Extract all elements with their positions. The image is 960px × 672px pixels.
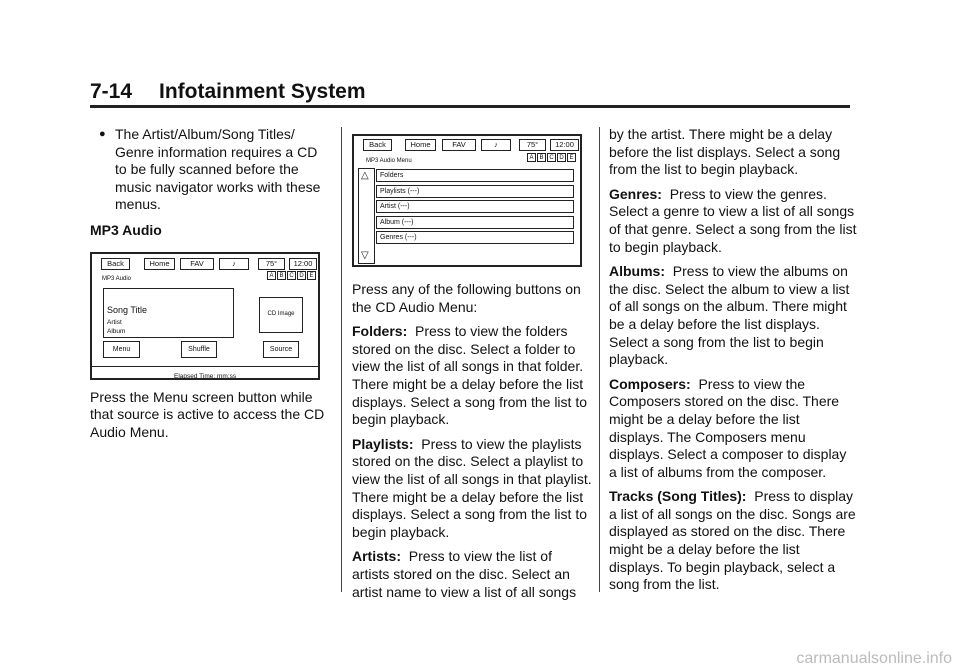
column-divider	[341, 127, 342, 592]
bullet-icon: ●	[99, 128, 106, 140]
menu-item-genres[interactable]: Genres (---)	[376, 231, 574, 244]
watermark: carmanualsonline.info	[796, 650, 952, 667]
song-title: Song Title	[107, 304, 148, 315]
fav-button[interactable]: FAV	[442, 139, 476, 151]
temperature-display: 75°	[258, 258, 285, 270]
column-3	[609, 126, 857, 601]
term-text: Press to view the genres. Select a genre to view a list of all songs of that genre. Select a song from the list to begin playback.	[609, 185, 857, 255]
menu-button[interactable]: Menu	[103, 341, 140, 358]
menu-item-album[interactable]: Album (---)	[376, 216, 574, 229]
cd-audio-menu-screen	[352, 134, 582, 267]
screen-label: MP3 Audio Menu	[366, 158, 412, 164]
bullet-item	[90, 126, 330, 214]
body-paragraph: Press the Menu screen button while that source is active to access the CD Audio Menu.	[90, 388, 325, 440]
shuffle-button[interactable]: Shuffle	[181, 341, 217, 358]
cd-image: CD Image	[259, 297, 303, 333]
preset-b[interactable]: B	[537, 153, 546, 162]
definition-albums	[609, 263, 857, 369]
term-label: Playlists:	[352, 435, 414, 452]
page-title: Infotainment System	[159, 80, 366, 103]
temperature-display: 75°	[519, 139, 546, 151]
preset-e[interactable]: E	[567, 153, 576, 162]
back-button[interactable]: Back	[363, 139, 392, 151]
bullet-text: The Artist/Album/Song Titles/ Genre information requires a CD to be fully scanned before the music navigator works with these menus.	[115, 126, 321, 213]
voice-button[interactable]	[219, 258, 249, 270]
screen-label: MP3 Audio	[102, 275, 132, 282]
term-text: Press to view the list of artists stored on the disc. Select an artist name to view a list of all songs	[352, 548, 577, 600]
album-label: Album	[107, 327, 126, 335]
column-2	[352, 134, 592, 608]
body-paragraph: by the artist. There might be a delay before the list displays. Select a song from the list to begin playback.	[609, 126, 841, 178]
term-text: Press to view the folders stored on the disc. Select a folder to view the list of all songs in that folder. There might be a delay before the list displays. Select a song from the list to begin playback.	[352, 323, 587, 428]
voice-icon: ♪	[494, 140, 498, 149]
preset-a[interactable]: A	[527, 153, 536, 162]
song-info-panel	[103, 288, 234, 338]
term-label: Genres:	[609, 185, 662, 202]
term-text: Press to view the albums on the disc. Select the album to view a list of all songs on the album. There might be a delay before the list displays. Select a song from the list to begin playback.	[609, 263, 850, 368]
menu-item-folders[interactable]: Folders	[376, 169, 574, 182]
artist-label: Artist	[107, 318, 122, 326]
definition-tracks	[609, 488, 857, 594]
definition-folders	[352, 323, 592, 429]
voice-button[interactable]	[481, 139, 511, 151]
section-heading: MP3 Audio	[90, 221, 162, 238]
term-text: Press to view the playlists stored on the disc. Select a playlist to view the list of all songs in that playlist. There might be a delay before the list displays. Select a song from the list to begin playback.	[352, 435, 592, 540]
preset-c[interactable]: C	[287, 271, 296, 280]
column-1	[90, 126, 330, 448]
source-button[interactable]: Source	[263, 341, 299, 358]
back-button[interactable]: Back	[101, 258, 130, 270]
preset-a[interactable]: A	[267, 271, 276, 280]
preset-d[interactable]: D	[297, 271, 306, 280]
body-paragraph: Press any of the following buttons on the CD Audio Menu:	[352, 281, 581, 315]
preset-c[interactable]: C	[547, 153, 556, 162]
term-label: Tracks (Song Titles):	[609, 488, 747, 505]
home-button[interactable]: Home	[405, 139, 436, 151]
definition-artists	[352, 548, 592, 601]
clock-display: 12:00	[289, 258, 317, 270]
status-divider	[92, 366, 318, 367]
mp3-audio-screen	[90, 252, 320, 380]
preset-e[interactable]: E	[307, 271, 316, 280]
column-divider	[599, 127, 600, 592]
definition-composers	[609, 376, 857, 482]
home-button[interactable]: Home	[144, 258, 175, 270]
menu-item-artist[interactable]: Artist (---)	[376, 200, 574, 213]
term-label: Composers:	[609, 375, 691, 392]
term-label: Artists:	[352, 548, 402, 565]
page-number: 7-14	[90, 80, 133, 103]
term-label: Albums:	[609, 263, 665, 280]
preset-d[interactable]: D	[557, 153, 566, 162]
term-text: Press to view the Composers stored on the disc. There might be a delay before the list displays. The Composers menu displays. Select a composer to display a list of albums from the composer.	[609, 375, 847, 480]
definition-playlists	[352, 436, 592, 542]
term-label: Folders:	[352, 323, 408, 340]
menu-item-playlists[interactable]: Playlists (---)	[376, 185, 574, 198]
scroll-down-icon[interactable]: ▽	[361, 250, 369, 261]
scrollbar[interactable]	[358, 168, 375, 264]
definition-genres	[609, 186, 857, 256]
voice-icon: ♪	[232, 258, 236, 268]
scroll-up-icon[interactable]: △	[361, 170, 369, 181]
elapsed-label: Elapsed Time:	[174, 372, 216, 380]
fav-button[interactable]: FAV	[180, 258, 214, 270]
term-text: Press to display a list of all songs on the disc. Songs are displayed as stored on the disc. There might be a delay before the list displays. To begin playback, select a song from the list.	[609, 488, 856, 593]
preset-b[interactable]: B	[277, 271, 286, 280]
clock-display: 12:00	[550, 139, 579, 151]
header-rule	[90, 105, 850, 108]
elapsed-value: mm:ss	[217, 372, 237, 380]
elapsed-time	[174, 368, 236, 386]
